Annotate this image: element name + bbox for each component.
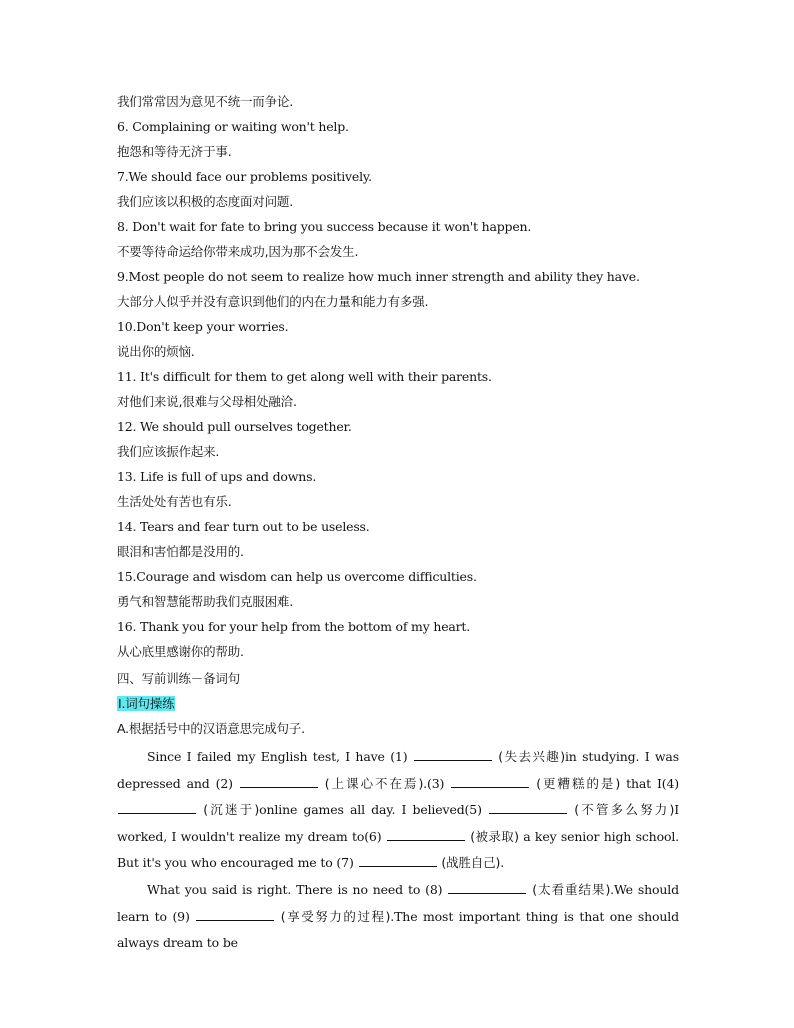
blank-8[interactable] <box>448 882 526 894</box>
blank-1[interactable] <box>414 749 492 761</box>
sentence-10: 10.Don't keep your worries. <box>117 319 289 334</box>
sentence-15: 15.Courage and wisdom can help us overcome difficulties. <box>117 569 477 584</box>
blank-7[interactable] <box>359 855 437 867</box>
exercise-paragraph-2: What you said is right. There is no need to (8) (太看重结果).We should learn to (9) (享受努力的过程).The most important thing is that one should always dream to be <box>117 882 680 950</box>
translation-8: 不要等待命运给你带来成功,因为那不会发生. <box>117 244 359 259</box>
translation-7: 我们应该以积极的态度面对问题. <box>117 194 293 209</box>
sentence-9: 9.Most people do not seem to realize how much inner strength and ability they have. <box>117 269 640 284</box>
exercise-paragraph-1: Since I failed my English test, I have (1) (失去兴趣)in studying. I was depressed and (2) (上课心不在焉).(3) (更糟糕的是) that I(4) (沉迷于)online games all day. I believed(5) (不管多么努力)I worked, I wouldn't realize my dream to(6) (被录取) a key senior high school. But it's you who encouraged me to (7) (战胜自己). <box>117 749 680 870</box>
translation-13: 生活处处有苦也有乐. <box>117 494 232 509</box>
sentence-7: 7.We should face our problems positively. <box>117 169 372 184</box>
sentence-12: 12. We should pull ourselves together. <box>117 419 352 434</box>
sentence-14: 14. Tears and fear turn out to be useless. <box>117 519 370 534</box>
blank-6[interactable] <box>387 829 465 841</box>
blank-4[interactable] <box>118 802 196 814</box>
translation-14: 眼泪和害怕都是没用的. <box>117 544 244 559</box>
sentence-8: 8. Don't wait for fate to bring you success because it won't happen. <box>117 219 532 234</box>
blank-2[interactable] <box>240 776 318 788</box>
blank-5[interactable] <box>489 802 567 814</box>
sentence-6: 6. Complaining or waiting won't help. <box>117 119 349 134</box>
blank-9[interactable] <box>196 909 274 921</box>
translation-15: 勇气和智慧能帮助我们克服困难. <box>117 594 293 609</box>
translation-6: 抱怨和等待无济于事. <box>117 144 232 159</box>
sentence-16: 16. Thank you for your help from the bottom of my heart. <box>117 619 471 634</box>
translation-5: 我们常常因为意见不统一而争论. <box>117 94 293 109</box>
translation-9: 大部分人似乎并没有意识到他们的内在力量和能力有多强. <box>117 294 429 309</box>
section-heading: 四、写前训练－备词句 <box>117 671 241 686</box>
translation-12: 我们应该振作起来. <box>117 444 220 459</box>
sentence-11: 11. It's difficult for them to get along well with their parents. <box>117 369 492 384</box>
translation-11: 对他们来说,很难与父母相处融洽. <box>117 394 297 409</box>
translation-10: 说出你的烦恼. <box>117 344 195 359</box>
blank-3[interactable] <box>451 776 529 788</box>
subsection-title <box>117 696 175 712</box>
sentence-13: 13. Life is full of ups and downs. <box>117 469 317 484</box>
translation-16: 从心底里感谢你的帮助. <box>117 644 244 659</box>
highlighted-subsection-label: I.词句操练 <box>118 696 175 711</box>
instruction: A.根据括号中的汉语意思完成句子. <box>117 721 305 736</box>
